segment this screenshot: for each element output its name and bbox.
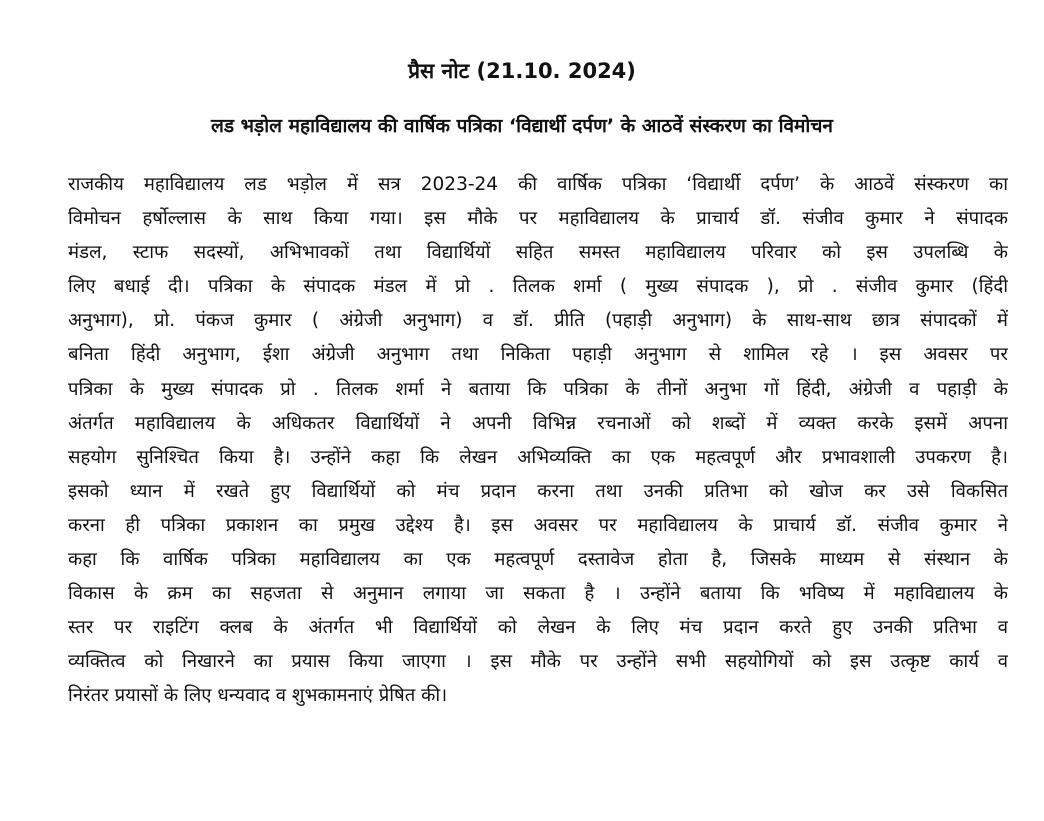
body-line: लिए बधाई दी। पत्रिका के संपादक मंडल में प्रो . तिलक शर्मा ( मुख्य संपादक ), प्रो . संजीव कुमार (हिंदी <box>68 276 1008 298</box>
body-line: इसको ध्यान में रखते हुए विद्यार्थियों को मंच प्रदान करना तथा उनकी प्रतिभा को खोज कर उसे विकसित <box>68 480 1008 502</box>
body-line: करना ही पत्रिका प्रकाशन का प्रमुख उद्देश्य है। इस अवसर पर महाविद्यालय के प्राचार्य डॉ. संजीव कुमार ने <box>68 514 1008 536</box>
body-line: राजकीय महाविद्यालय लड भड़ोल में सत्र 2023-24 की वार्षिक पत्रिका ‘विद्यार्थी दर्पण’ के आठवें संस्करण का <box>68 174 1008 195</box>
body-line: स्तर पर राइटिंग क्लब के अंतर्गत भी विद्यार्थियों को लेखन के लिए मंच प्रदान करते हुए उनकी प्रतिभा व <box>68 617 1008 639</box>
body-line-last: निरंतर प्रयासों के लिए धन्यवाद व शुभकामनाएं प्रेषित की। <box>68 685 448 707</box>
body-line: कहा कि वार्षिक पत्रिका महाविद्यालय का एक महत्वपूर्ण दस्तावेज होता है, जिसके माध्यम से संस्थान के <box>68 549 1008 571</box>
body-line: मंडल, स्टाफ सदस्यों, अभिभावकों तथा विद्यार्थियों सहित समस्त महाविद्यालय परिवार को इस उपलब्धि के <box>68 242 1008 264</box>
press-note-title: प्रैस नोट (21.10. 2024) <box>408 59 636 83</box>
body-line: विकास के क्रम का सहजता से अनुमान लगाया जा सकता है । उन्होंने बताया कि भविष्य में महाविद्यालय के <box>68 583 1008 605</box>
body-line: व्यक्तित्व को निखारने का प्रयास किया जाएगा । इस मौके पर उन्होंने सभी सहयोगियों को इस उत्कृष्ट कार्य व <box>68 651 1008 673</box>
body-line: सहयोग सुनिश्चित किया है। उन्होंने कहा कि लेखन अभिव्यक्ति का एक महत्वपूर्ण और प्रभावशाली उपकरण है। <box>68 446 1008 468</box>
press-note-headline: लड भड़ोल महाविद्यालय की वार्षिक पत्रिका ‘विद्यार्थी दर्पण’ के आठवें संस्करण का विमोचन <box>211 115 833 137</box>
body-line: विमोचन हर्षोल्लास के साथ किया गया। इस मौके पर महाविद्यालय के प्राचार्य डॉ. संजीव कुमार ने संपादक <box>68 208 1008 230</box>
body-line: पत्रिका के मुख्य संपादक प्रो . तिलक शर्मा ने बताया कि पत्रिका के तीनों अनुभा गों हिंदी, अंग्रेजी व पहाड़ी के <box>68 378 1008 400</box>
press-note-body <box>68 168 1008 714</box>
body-line: अनुभाग), प्रो. पंकज कुमार ( अंग्रेजी अनुभाग) व डॉ. प्रीति (पहाड़ी अनुभाग) के साथ-साथ छात्र संपादकों में <box>68 310 1008 332</box>
body-line: बनिता हिंदी अनुभाग, ईशा अंग्रेजी अनुभाग तथा निकिता पहाड़ी अनुभाग से शामिल रहे । इस अवसर पर <box>68 344 1008 366</box>
body-line: अंतर्गत महाविद्यालय के अधिकतर विद्यार्थियों ने अपनी विभिन्न रचनाओं को शब्दों में व्यक्त करके इसमें अपना <box>68 412 1008 434</box>
